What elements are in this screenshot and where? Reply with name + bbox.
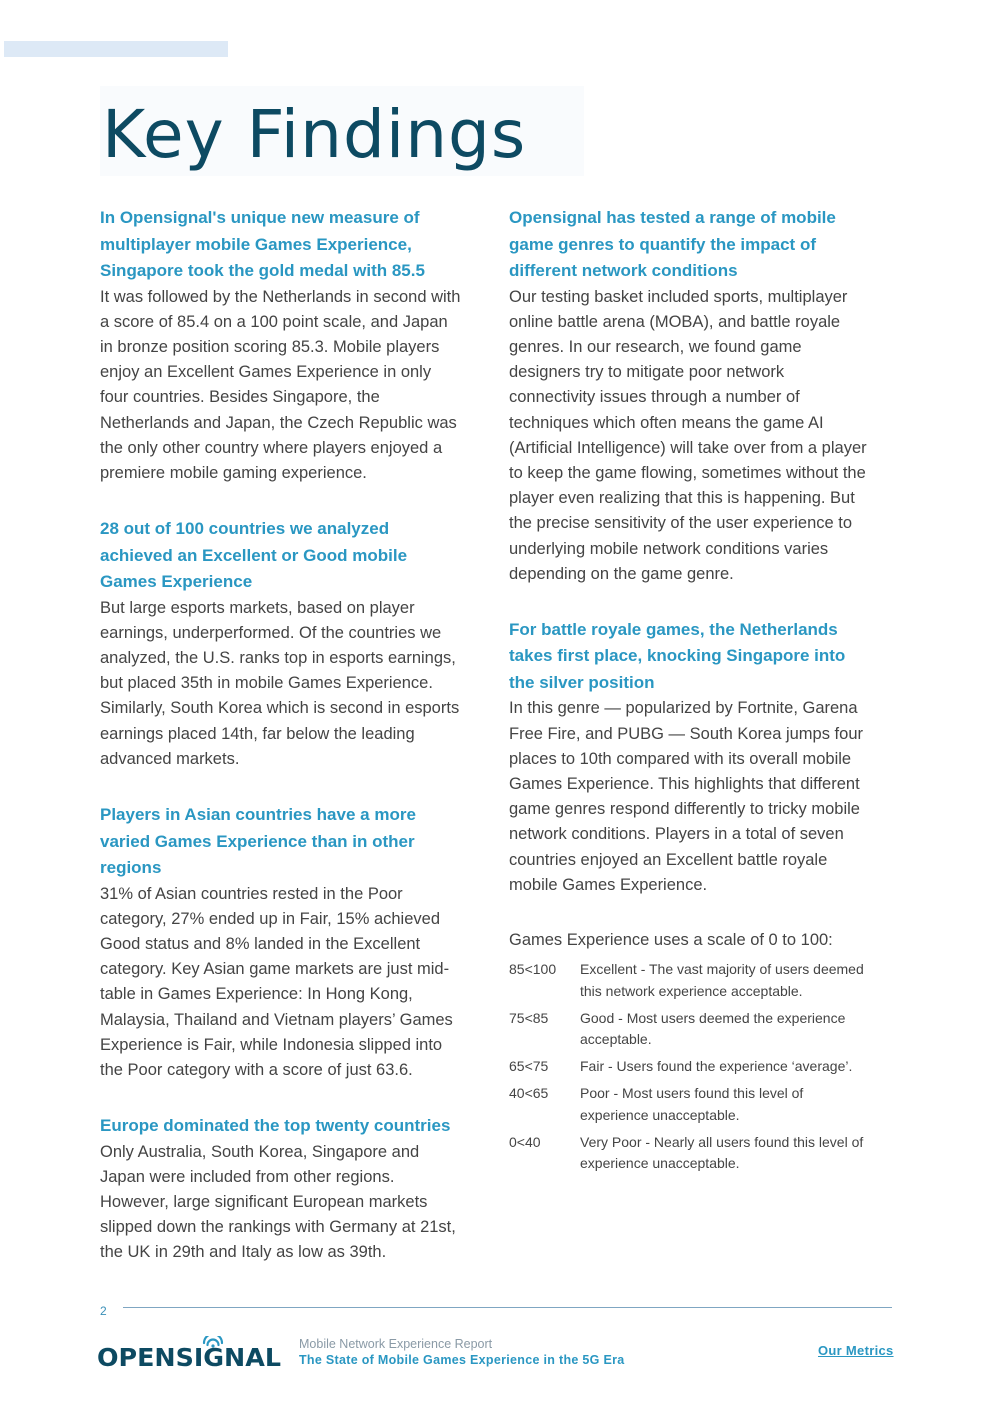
scale-row	[509, 1083, 871, 1126]
section-heading: 28 out of 100 countries we analyzed achieved an Excellent or Good mobile Games Experience	[100, 519, 408, 592]
section-body: Our testing basket included sports, multiplayer online battle arena (MOBA), and battle royale genres. In our research, we found game designers try to mitigate poor network connectivity issues through a number of techniques which often means the game AI (Artificial Intelligence) will take over from a player to keep the game flowing, sometimes without the player even realizing that this is happening. But the precise sensitivity of the user experience to underlying mobile network conditions varies depending on the game genre.	[509, 287, 867, 583]
finding-section	[100, 1113, 462, 1266]
scale-range: 85<100	[509, 961, 557, 978]
our-metrics-link[interactable]: Our Metrics	[818, 1343, 894, 1358]
finding-section	[509, 617, 871, 898]
page-title: Key Findings	[102, 96, 527, 173]
section-heading: In Opensignal's unique new measure of multiplayer mobile Games Experience, Singapore took the gold medal with 85.5	[100, 208, 425, 280]
section-body: Only Australia, South Korea, Singapore and Japan were included from other regions. However, large significant European markets slipped down the rankings with Germany at 21st, the UK in 29th and Italy as low as 39th.	[100, 1142, 456, 1262]
header-accent-bar	[4, 41, 228, 57]
scale-legend	[509, 928, 871, 1175]
section-heading: Europe dominated the top twenty countries	[100, 1116, 451, 1136]
report-series: Mobile Network Experience Report	[299, 1337, 493, 1351]
section-heading: For battle royale games, the Netherlands takes first place, knocking Singapore into the silver position	[509, 619, 846, 692]
page-number: 2	[100, 1304, 107, 1318]
scale-row	[509, 1008, 871, 1051]
finding-section	[100, 205, 462, 486]
left-column	[100, 205, 462, 1296]
scale-description: Good - Most users deemed the experience acceptable.	[580, 1009, 846, 1048]
logo-wordmark: OPENSIGNAL	[97, 1343, 282, 1368]
scale-description: Poor - Most users found this level of experience unacceptable.	[580, 1085, 804, 1123]
scale-row	[509, 1056, 871, 1078]
section-body: In this genre — popularized by Fortnite, Garena Free Fire, and PUBG — South Korea jumps four places to 10th compared with its overall mobile Games Experience. This highlights that different game genres respond differently to tricky mobile network conditions. Players in a total of seven countries enjoyed an Excellent battle royale mobile Games Experience.	[509, 699, 863, 894]
footer-divider	[123, 1307, 892, 1308]
finding-section	[509, 205, 871, 587]
opensignal-logo	[97, 1336, 283, 1368]
section-heading: Opensignal has tested a range of mobile game genres to quantify the impact of different network conditions	[509, 208, 836, 280]
section-body: 31% of Asian countries rested in the Poor category, 27% ended up in Fair, 15% achieved Good status and 8% landed in the Excellent category. Key Asian game markets are just mid-table in Games Experience: In Hong Kong, Malaysia, Thailand and Vietnam players’ Games Experience is Fair, while Indonesia slipped into the Poor category with a score of just 63.6.	[100, 884, 453, 1079]
scale-range: 65<75	[509, 1058, 549, 1075]
scale-row	[509, 959, 871, 1002]
right-column	[509, 205, 871, 1180]
finding-section	[100, 516, 462, 772]
scale-description: Very Poor - Nearly all users found this level of experience unacceptable.	[580, 1133, 864, 1172]
scale-row	[509, 1132, 871, 1175]
section-body: It was followed by the Netherlands in second with a score of 85.4 on a 100 point scale, and Japan in bronze position scoring 85.3. Mobile players enjoy an Excellent Games Experience in only four countries. Besides Singapore, the Netherlands and Japan, the Czech Republic was the only other country where players enjoyed a premiere mobile gaming experience.	[100, 287, 461, 482]
section-body: But large esports markets, based on player earnings, underperformed. Of the countries we analyzed, the U.S. ranks top in esports earnings, but placed 35th in mobile Games Experience. Similarly, South Korea which is second in esports earnings placed 14th, far below the leading advanced markets.	[100, 598, 460, 768]
scale-intro: Games Experience uses a scale of 0 to 100:	[509, 931, 833, 950]
section-heading: Players in Asian countries have a more varied Games Experience than in other regions	[100, 805, 416, 878]
scale-description: Excellent - The vast majority of users deemed this network experience acceptable.	[580, 961, 864, 999]
scale-range: 40<65	[509, 1085, 549, 1102]
report-title: The State of Mobile Games Experience in the 5G Era	[299, 1353, 625, 1367]
finding-section	[100, 802, 462, 1083]
title-block	[100, 86, 584, 176]
scale-range: 75<85	[509, 1009, 549, 1026]
scale-description: Fair - Users found the experience ‘average’.	[580, 1058, 853, 1075]
scale-range: 0<40	[509, 1133, 541, 1150]
